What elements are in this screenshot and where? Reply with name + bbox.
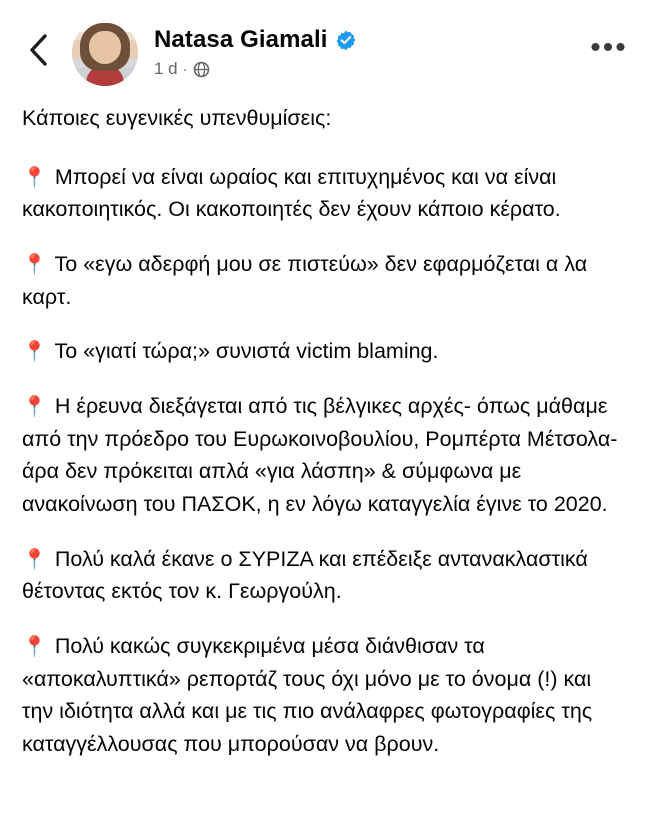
author-name-row [154, 26, 586, 54]
chevron-left-icon [27, 33, 49, 67]
post-paragraph [22, 390, 628, 521]
paragraph-text: Κάποιες ευγενικές υπενθυμίσεις: [22, 106, 332, 130]
author-block [154, 18, 586, 79]
pin-icon: 📍 [22, 341, 47, 364]
paragraph-text: Μπορεί να είναι ωραίος και επιτυχημένος και να είναι κακοποιητικός. Οι κακοποιητές δεν έχουν κάποιο κέρατο. [22, 164, 561, 222]
paragraph-text: Πολύ καλά έκανε ο ΣΥΡΙΖΑ και επέδειξε αντανακλαστικά θέτοντας εκτός τον κ. Γεωργούλη. [22, 546, 588, 604]
globe-icon[interactable] [193, 61, 210, 78]
post-content [0, 86, 650, 761]
verified-badge-icon [335, 29, 357, 51]
pin-icon: 📍 [22, 636, 47, 659]
paragraph-text: Πολύ κακώς συγκεκριμένα μέσα διάνθισαν τα «αποκαλυπτικά» ρεπορτάζ τους όχι μόνο με το όνομα (!) και την ιδιότητα αλλά και με τις πιο ανάλαφρες φωτογραφίες της καταγγέλλουσας που μπορούσαν να βρουν. [22, 634, 593, 757]
post-paragraph [22, 335, 628, 368]
post-paragraph [22, 248, 628, 313]
paragraph-text: Η έρευνα διεξάγεται από τις βέλγικες αρχές- όπως μάθαμε από την πρόεδρο του Ευρωκοινοβουλίου, Ρομπέρτα Μέτσολα- άρα δεν πρόκειται απλά «για λάσπη» & σύμφωνα με ανακοίνωση του ΠΑΣΟΚ, η εν λόγω καταγγελία έγινε το 2020. [22, 394, 618, 517]
back-button[interactable] [18, 28, 58, 72]
avatar[interactable] [72, 20, 138, 86]
pin-icon: 📍 [22, 548, 47, 571]
post-header [0, 0, 650, 86]
meta-separator: · [182, 60, 188, 78]
more-options-button[interactable]: ••• [590, 31, 628, 64]
author-name[interactable]: Natasa Giamali [154, 26, 328, 53]
pin-icon: 📍 [22, 254, 47, 277]
post-paragraph [22, 102, 628, 135]
post-paragraph [22, 543, 628, 608]
post-meta [154, 59, 586, 79]
paragraph-text: Το «γιατί τώρα;» συνιστά victim blaming. [54, 339, 439, 364]
avatar-image [72, 20, 138, 86]
pin-icon: 📍 [22, 396, 47, 419]
post-timestamp[interactable]: 1 d [154, 59, 178, 78]
paragraph-text: Το «εγω αδερφή μου σε πιστεύω» δεν εφαρμόζεται α λα καρτ. [22, 252, 588, 309]
pin-icon: 📍 [22, 166, 47, 189]
post-paragraph [22, 630, 628, 761]
post-paragraph [22, 161, 628, 226]
